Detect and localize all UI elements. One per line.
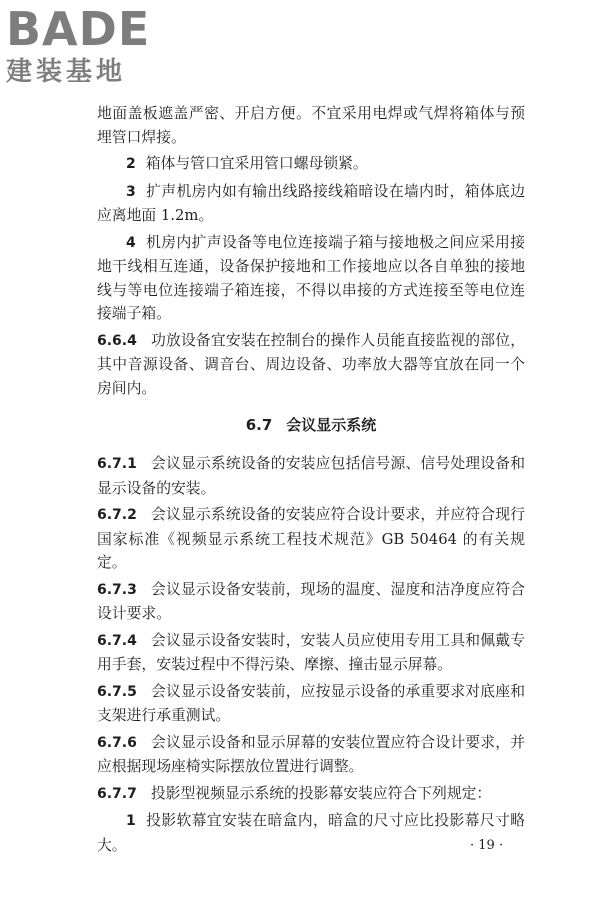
clause-number: 6.7.5: [97, 683, 137, 700]
list-item: [97, 180, 525, 228]
item-number: 4: [126, 234, 136, 251]
item-number: 2: [126, 156, 136, 172]
paragraph-text: 地面盖板遮盖严密、开启方便。不宜采用电焊或气焊将箱体与预埋管口焊接。: [97, 105, 525, 146]
section-number: 6.7: [245, 416, 273, 434]
clause-number: 6.7.7: [97, 785, 137, 802]
logo-brand: BADE: [6, 2, 151, 56]
list-item: [97, 231, 525, 326]
clause: [97, 629, 525, 677]
document-body: [97, 102, 525, 860]
clause: [97, 578, 525, 626]
clause-text: 会议显示设备安装前，应按显示设备的承重要求对底座和支架进行承重测试。: [97, 682, 525, 724]
clause-number: 6.7.1: [97, 456, 137, 472]
item-number: 3: [126, 183, 136, 200]
page-number: · 19 ·: [470, 838, 504, 853]
clause-text: 会议显示设备安装前，现场的温度、湿度和洁净度应符合设计要求。: [97, 580, 525, 622]
clause: [97, 782, 525, 807]
clause-number: 6.7.4: [97, 632, 137, 649]
clause-number: 6.7.3: [97, 581, 137, 598]
clause-text: 投影型视频显示系统的投影幕安装应符合下列规定：: [150, 784, 492, 802]
list-item: [97, 809, 525, 857]
clause-text: 会议显示设备和显示屏幕的安装位置应符合设计要求，并应根据现场座椅实际摆放位置进行调整。: [97, 733, 525, 775]
clause-number: 6.7.6: [97, 734, 137, 751]
clause: [97, 731, 525, 779]
clause: [97, 329, 525, 401]
paragraph-continuation: [97, 102, 525, 149]
bade-logo: [6, 4, 176, 94]
clause: [97, 452, 525, 500]
item-text: 箱体与管口宜采用管口螺母锁紧。: [145, 155, 368, 172]
clause: [97, 503, 525, 575]
clause-text: 会议显示设备安装时，安装人员应使用专用工具和佩戴专用手套，安装过程中不得污染、摩擦、撞击显示屏幕。: [97, 631, 525, 673]
clause-text: 会议显示系统设备的安装应包括信号源、信号处理设备和显示设备的安装。: [97, 455, 525, 497]
clause-text: 功放设备宜安装在控制台的操作人员能直接监视的部位，其中音源设备、调音台、周边设备、功率放大器等宜放在同一个房间内。: [97, 331, 525, 397]
list-item: [97, 152, 525, 177]
item-text: 扩声机房内如有输出线路接线箱暗设在墙内时，箱体底边应离地面 1.2m。: [97, 182, 525, 224]
clause-text: 会议显示系统设备的安装应符合设计要求，并应符合现行国家标准《视频显示系统工程技术规范》GB 50464 的有关规定。: [97, 506, 525, 571]
section-title: 会议显示系统: [286, 416, 377, 434]
logo-subtitle: 建装基地: [6, 57, 127, 87]
item-text: 机房内扩声设备等电位连接端子箱与接地极之间应采用接地干线相互连通，设备保护接地和工作接地应以各自单独的接地线与等电位连接端子箱连接，不得以串接的方式连接至等电位连接端子箱。: [97, 233, 525, 322]
item-number: 1: [126, 813, 136, 829]
item-text: 投影软幕宜安装在暗盒内，暗盒的尺寸应比投影幕尺寸略大。: [97, 812, 525, 854]
clause-number: 6.7.2: [97, 507, 137, 523]
clause-number: 6.6.4: [97, 332, 137, 349]
section-heading: [97, 414, 525, 436]
clause: [97, 680, 525, 728]
